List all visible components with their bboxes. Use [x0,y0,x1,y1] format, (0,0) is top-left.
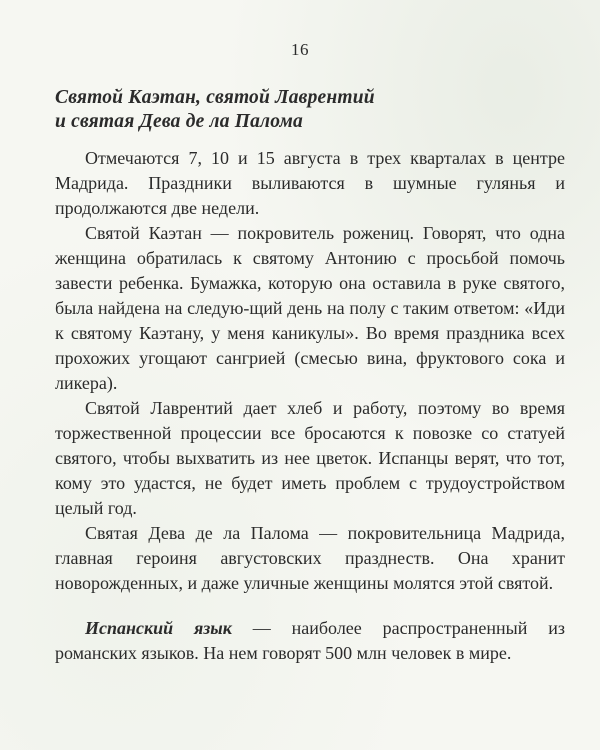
paragraph-dates: Отмечаются 7, 10 и 15 августа в трех кварталах в центре Мадрида. Праздники выливаются в шумные гулянья и продолжаются две недели. [55,148,565,218]
section-heading [55,86,565,134]
term-spanish-language: Испанский язык [85,618,232,638]
paragraph-spanish-language [55,616,565,666]
page-content [55,86,565,666]
paragraph-saint-cajetan: Святой Каэтан — покровитель рожениц. Говорят, что одна женщина обратилась к святому Антонию с просьбой помочь завести ребенка. Бумажка, которую она оставила в руке святого, была найдена на следую-щий день на полу с таким ответом: «Иди к святому Каэтану, у меня каникулы». Во время праздника всех прохожих угощают сангрией (смесью вина, фруктового сока и ликера). [55,223,565,393]
paragraph-saint-lawrence: Святой Лаврентий дает хлеб и работу, поэтому во время торжественной процессии все бросаются к повозке со статуей святого, чтобы выхватить из нее цветок. Испанцы верят, что тот, кому это удастся, не будет иметь проблем с трудоустройством целый год. [55,398,565,518]
paragraph-virgin-paloma: Святая Дева де ла Палома — покровительница Мадрида, главная героиня августовских празднеств. Она хранит новорожденных, и даже уличные женщины молятся этой святой. [55,523,565,593]
section-heading-line-2: и святая Дева де ла Палома [55,111,303,132]
spanish-language-text: — наиболее распространенный из романских языков. На нем говорят 500 млн человек в мире. [55,618,565,663]
section-heading-line-1: Святой Каэтан, святой Лаврентий [55,87,375,108]
page-number: 16 [291,40,309,59]
